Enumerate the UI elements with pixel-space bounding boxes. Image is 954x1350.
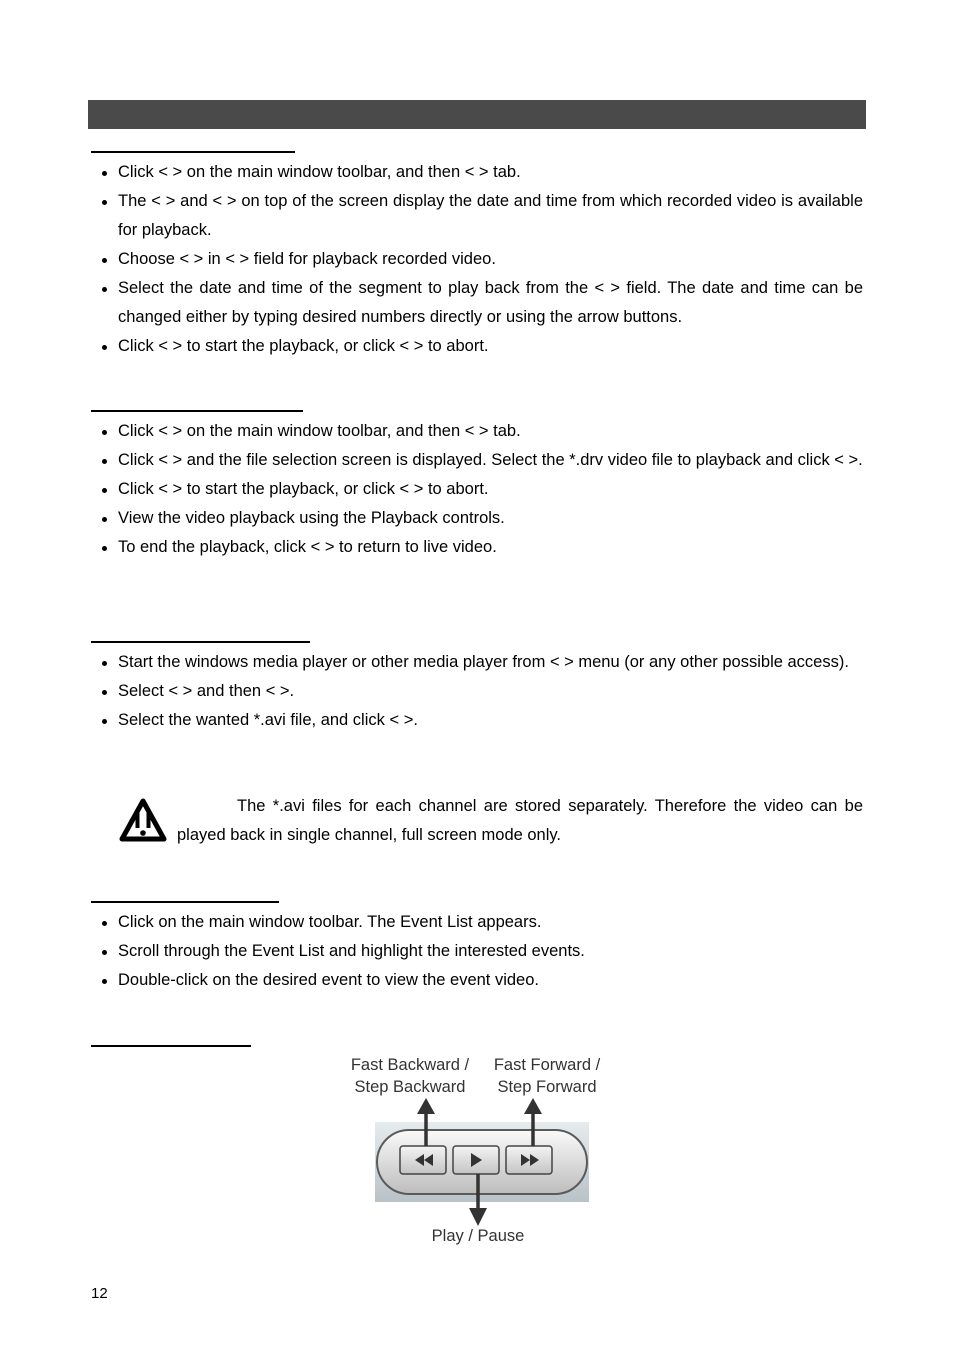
subheading-underline: [91, 1045, 251, 1047]
fast-forward-label-line2: Step Forward: [497, 1078, 597, 1096]
fast-backward-label-line2: Step Backward: [354, 1078, 466, 1096]
list-item: Choose < > in < > field for playback recorded video.: [100, 245, 863, 274]
list-item: Click on the main window toolbar. The Event List appears.: [100, 908, 863, 937]
list-item: Select the wanted *.avi file, and click < >.: [100, 706, 863, 735]
subheading-underline: [91, 641, 310, 643]
bullet-list-2: [100, 417, 863, 562]
list-item: View the video playback using the Playback controls.: [100, 504, 863, 533]
list-item: Click < > on the main window toolbar, and then < > tab.: [100, 417, 863, 446]
fast-forward-button: [506, 1146, 552, 1174]
warning-triangle-icon: [118, 797, 168, 843]
play-pause-button: [453, 1146, 499, 1174]
list-item: Click < > and the file selection screen is displayed. Select the *.drv video file to playback and click < >.: [100, 446, 863, 475]
list-item: Click < > to start the playback, or click < > to abort.: [100, 475, 863, 504]
control-panel-graphic: [320, 1050, 630, 1250]
list-item: Scroll through the Event List and highlight the interested events.: [100, 937, 863, 966]
list-item: Select < > and then < >.: [100, 677, 863, 706]
fast-backward-label-line1: Fast Backward /: [350, 1056, 470, 1074]
list-item: Start the windows media player or other media player from < > menu (or any other possible access).: [100, 648, 863, 677]
list-item: Click < > to start the playback, or click < > to abort.: [100, 332, 863, 361]
subheading-underline: [91, 901, 279, 903]
fast-forward-label-line1: Fast Forward /: [493, 1056, 601, 1074]
playback-controls-diagram: [320, 1050, 630, 1250]
bullet-list-3: [100, 648, 863, 735]
note-text: The *.avi files for each channel are stored separately. Therefore the video can be played back in single channel, full screen mode only.: [177, 797, 863, 844]
section-header-bar: [88, 100, 866, 129]
list-item: Select the date and time of the segment to play back from the < > field. The date and time can be changed either by typing desired numbers directly or using the arrow buttons.: [100, 274, 863, 332]
play-pause-label: Play / Pause: [431, 1227, 525, 1245]
page-number: 12: [91, 1285, 108, 1302]
list-item: The < > and < > on top of the screen display the date and time from which recorded video is available for playback.: [100, 187, 863, 245]
subheading-underline: [91, 151, 295, 153]
subheading-underline: [91, 410, 303, 412]
list-item: Double-click on the desired event to view the event video.: [100, 966, 863, 995]
list-item: To end the playback, click < > to return to live video.: [100, 533, 863, 562]
fast-backward-button: [400, 1146, 446, 1174]
list-item: Click < > on the main window toolbar, and then < > tab.: [100, 158, 863, 187]
bullet-list-1: [100, 158, 863, 361]
bullet-list-4: [100, 908, 863, 995]
